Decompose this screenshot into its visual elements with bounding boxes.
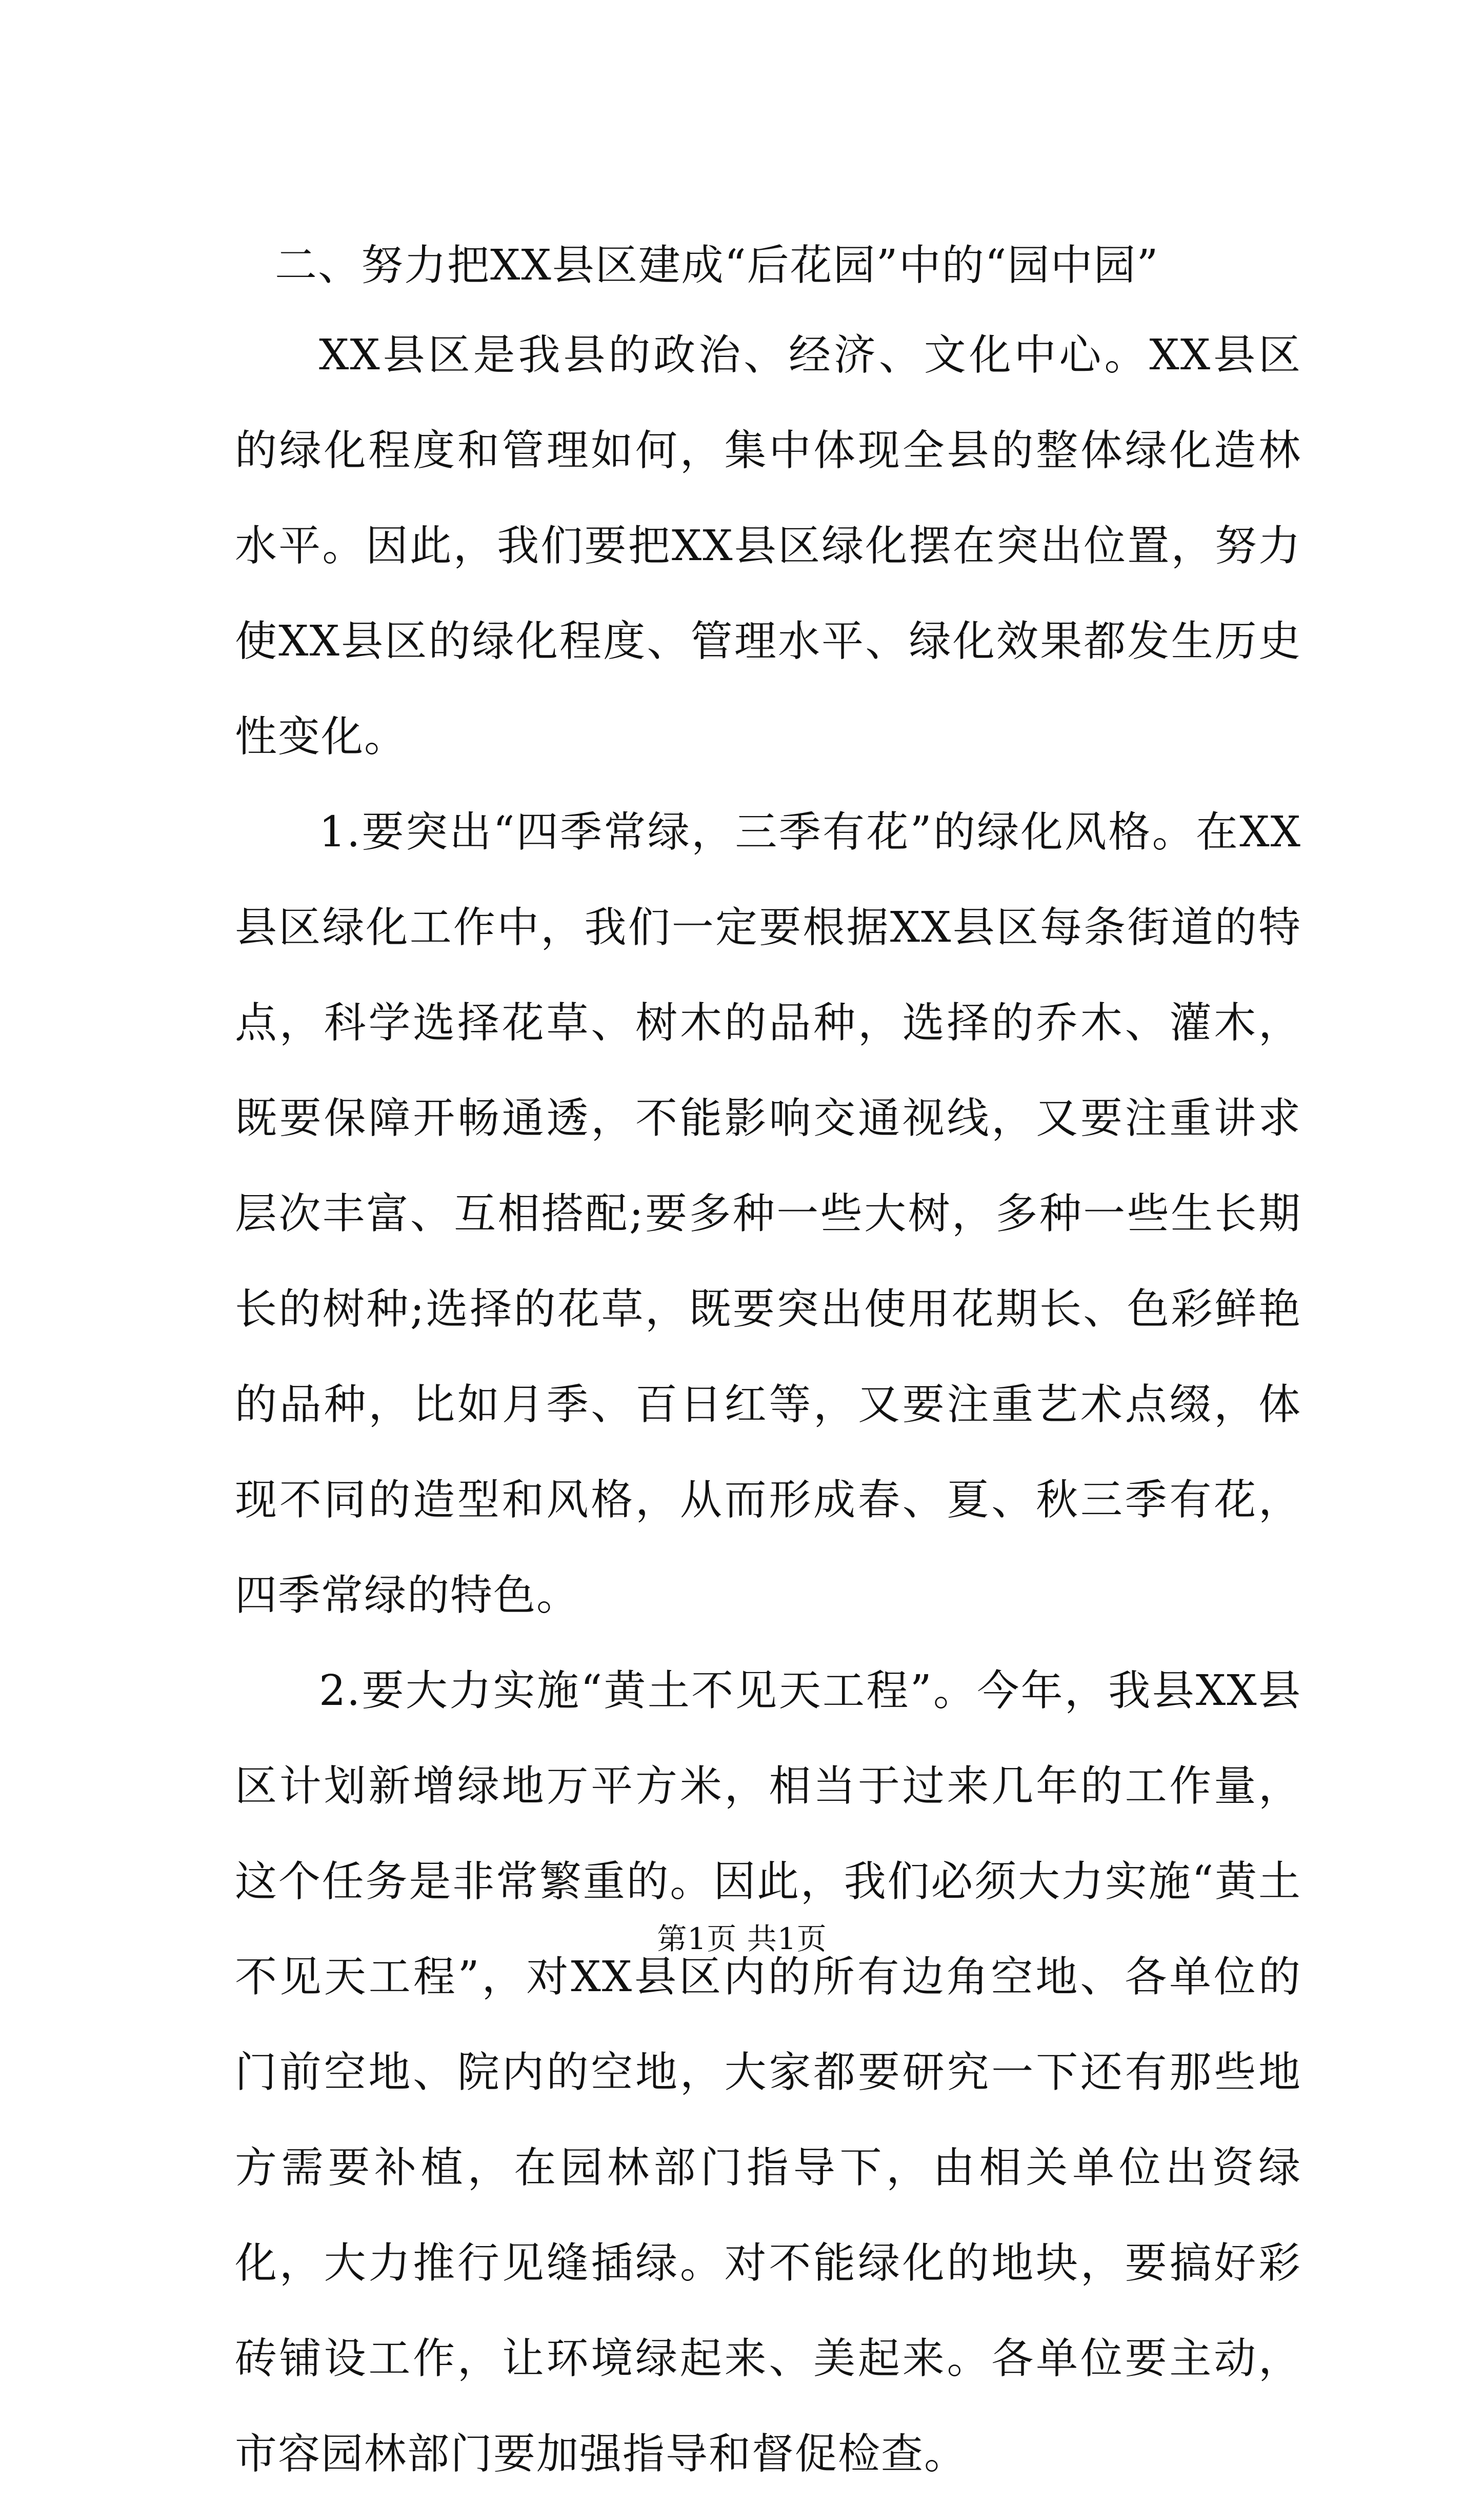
paragraph-point-2: 2.要大力实施“黄土不见天工程”。今年，我县XX县区计划新增绿地万平方米，相当于过来几年的工作量，这个任务是非常繁重的。因此，我们必须大力实施“黄土不见天工程”，对XX县区内的所有边角空地、各单位的门前空地、院内的空地，大家都要研究一下还有那些地方需要补植，在园林部门指导下，由相关单位出资绿化，大力推行见缝插绿。对不能绿化的地块，要搞好彩砖铺设工作，让环境绿起来、美起来。各单位要主动，市容园林部门要加强指导和督促检查。 <box>235 1666 1301 2478</box>
document-body <box>235 230 1301 2502</box>
section-heading: 二、努力把XX县区建成“后花园”中的“园中园” <box>275 241 1159 290</box>
page-footer: 第1页 共1页 <box>657 1921 827 1956</box>
paragraph-point-1: 1.要突出“四季常绿，三季有花”的绿化风格。在XX县区绿化工作中，我们一定要根据XX县区每条街道的特点，科学选择花草、树木的品种，选择的乔木、灌木，既要保障开畅通透，不能影响交通视线，又要注重讲求层次丰富、互相搭配;要多种一些大树，多种一些生长期长的树种;选择的花草，既要突出使用花期长、色彩鲜艳的品种，比如月季、百日红等，又要注重艺术点缀，体现不同的造型和风格，从而形成春、夏、秋三季有花，四季常绿的特色。 <box>235 808 1301 1620</box>
paragraph-intro: XX县区是我县的政治、经济、文化中心。XX县区的绿化程度和管理如何，集中体现全县的整体绿化造林水平。因此，我们要把XX县区绿化摆在突出位置，努力使XX县区的绿化程度、管理水平、绿化效果都发生历史性变化。 <box>235 331 1301 761</box>
